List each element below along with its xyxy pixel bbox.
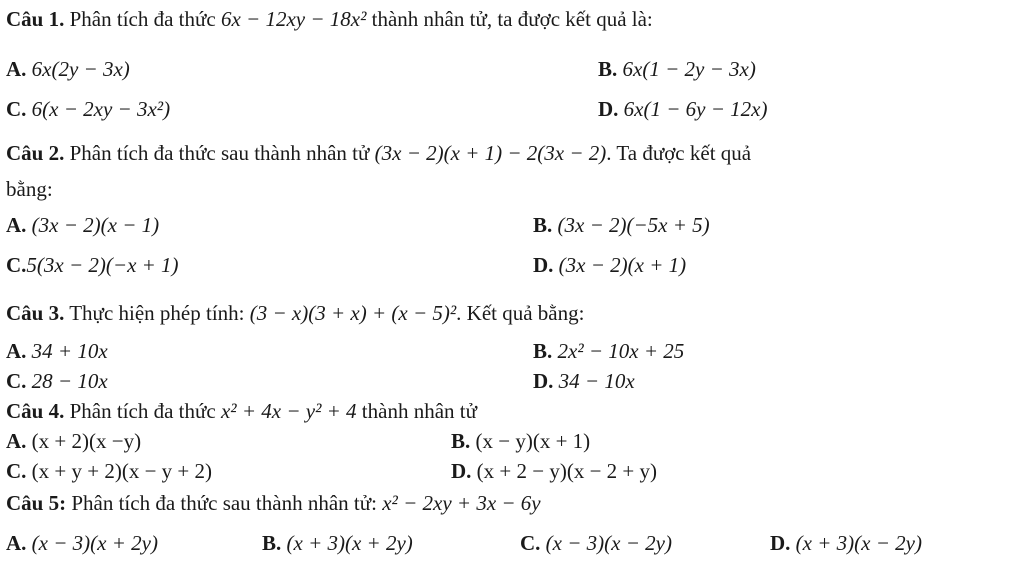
option-key: D.: [598, 97, 619, 121]
option-value: (3x − 2)(x + 1): [558, 253, 687, 277]
q1-option-b[interactable]: [598, 56, 756, 82]
question-expression: x² − 2xy + 3x − 6y: [382, 491, 541, 515]
question-text: Thực hiện phép tính:: [64, 301, 250, 325]
option-value: 34 + 10x: [31, 339, 108, 363]
option-value: 6x(1 − 6y − 12x): [623, 97, 768, 121]
option-key: C.: [6, 253, 27, 277]
option-key: C.: [6, 97, 27, 121]
option-key: B.: [451, 429, 471, 453]
question-label: Câu 5:: [6, 491, 67, 515]
q1-option-a[interactable]: [6, 56, 130, 82]
question-label: Câu 4.: [6, 399, 65, 423]
option-key: A.: [6, 429, 27, 453]
option-key: C.: [520, 531, 541, 555]
q3-option-a[interactable]: [6, 338, 108, 364]
option-value: (x + 2)(x −y): [31, 429, 142, 453]
option-value: 6x(1 − 2y − 3x): [622, 57, 756, 81]
question-text: Phân tích đa thức: [64, 399, 221, 423]
option-key: A.: [6, 213, 27, 237]
question-expression: (3x − 2)(x + 1) − 2(3x − 2): [374, 141, 607, 165]
question-label: Câu 3.: [6, 301, 65, 325]
q2-option-b[interactable]: [533, 212, 710, 238]
q3-option-b[interactable]: [533, 338, 684, 364]
q2-option-a[interactable]: [6, 212, 159, 238]
option-value: (3x − 2)(−5x + 5): [557, 213, 710, 237]
q5-option-d[interactable]: [770, 530, 922, 556]
question-label: Câu 1.: [6, 7, 65, 31]
q1-option-d[interactable]: [598, 96, 767, 122]
question-1: [6, 6, 653, 32]
option-key: A.: [6, 531, 27, 555]
q2-option-d[interactable]: [533, 252, 686, 278]
q5-option-a[interactable]: [6, 530, 158, 556]
q4-option-d[interactable]: [451, 458, 657, 484]
option-value: 28 − 10x: [31, 369, 108, 393]
q3-option-c[interactable]: [6, 368, 108, 394]
option-value: (x − 3)(x + 2y): [31, 531, 158, 555]
question-3: [6, 300, 584, 326]
question-text: Phân tích đa thức sau thành nhân tử:: [66, 491, 383, 515]
option-key: C.: [6, 459, 27, 483]
question-2: [6, 140, 751, 166]
question-text: bằng:: [6, 177, 53, 201]
q5-option-c[interactable]: [520, 530, 672, 556]
question-2-continuation: [6, 176, 53, 202]
option-key: A.: [6, 57, 27, 81]
question-4: [6, 398, 477, 424]
option-key: D.: [533, 369, 554, 393]
question-text: . Ta được kết quả: [606, 141, 752, 165]
question-text: Phân tích đa thức: [64, 7, 221, 31]
option-value: (x + 3)(x − 2y): [795, 531, 922, 555]
option-value: 34 − 10x: [558, 369, 635, 393]
option-key: B.: [533, 339, 553, 363]
q4-option-a[interactable]: [6, 428, 141, 454]
option-key: B.: [598, 57, 618, 81]
option-key: D.: [533, 253, 554, 277]
option-key: C.: [6, 369, 27, 393]
question-text: Phân tích đa thức sau thành nhân tử: [64, 141, 375, 165]
q5-option-b[interactable]: [262, 530, 413, 556]
option-key: D.: [451, 459, 472, 483]
option-value: 5(3x − 2)(−x + 1): [26, 253, 179, 277]
option-key: B.: [533, 213, 553, 237]
question-text: . Kết quả bằng:: [456, 301, 585, 325]
option-value: (x + 2 − y)(x − 2 + y): [476, 459, 658, 483]
question-expression: 6x − 12xy − 18x²: [220, 7, 367, 31]
question-expression: x² + 4x − y² + 4: [220, 399, 357, 423]
question-expression: (3 − x)(3 + x) + (x − 5)²: [249, 301, 457, 325]
q2-option-c[interactable]: [6, 252, 179, 278]
option-value: 6x(2y − 3x): [31, 57, 130, 81]
question-text: thành nhân tử: [356, 399, 477, 423]
option-key: D.: [770, 531, 791, 555]
option-value: 2x² − 10x + 25: [557, 339, 685, 363]
q3-option-d[interactable]: [533, 368, 635, 394]
question-text: thành nhân tử, ta được kết quả là:: [366, 7, 653, 31]
option-value: (x + 3)(x + 2y): [286, 531, 413, 555]
q4-option-b[interactable]: [451, 428, 590, 454]
option-key: A.: [6, 339, 27, 363]
option-value: (x + y + 2)(x − y + 2): [31, 459, 213, 483]
q4-option-c[interactable]: [6, 458, 212, 484]
option-key: B.: [262, 531, 282, 555]
q1-option-c[interactable]: [6, 96, 170, 122]
question-label: Câu 2.: [6, 141, 65, 165]
option-value: (x − 3)(x − 2y): [545, 531, 672, 555]
option-value: (x − y)(x + 1): [475, 429, 591, 453]
option-value: 6(x − 2xy − 3x²): [31, 97, 171, 121]
question-5: [6, 490, 541, 516]
option-value: (3x − 2)(x − 1): [31, 213, 160, 237]
